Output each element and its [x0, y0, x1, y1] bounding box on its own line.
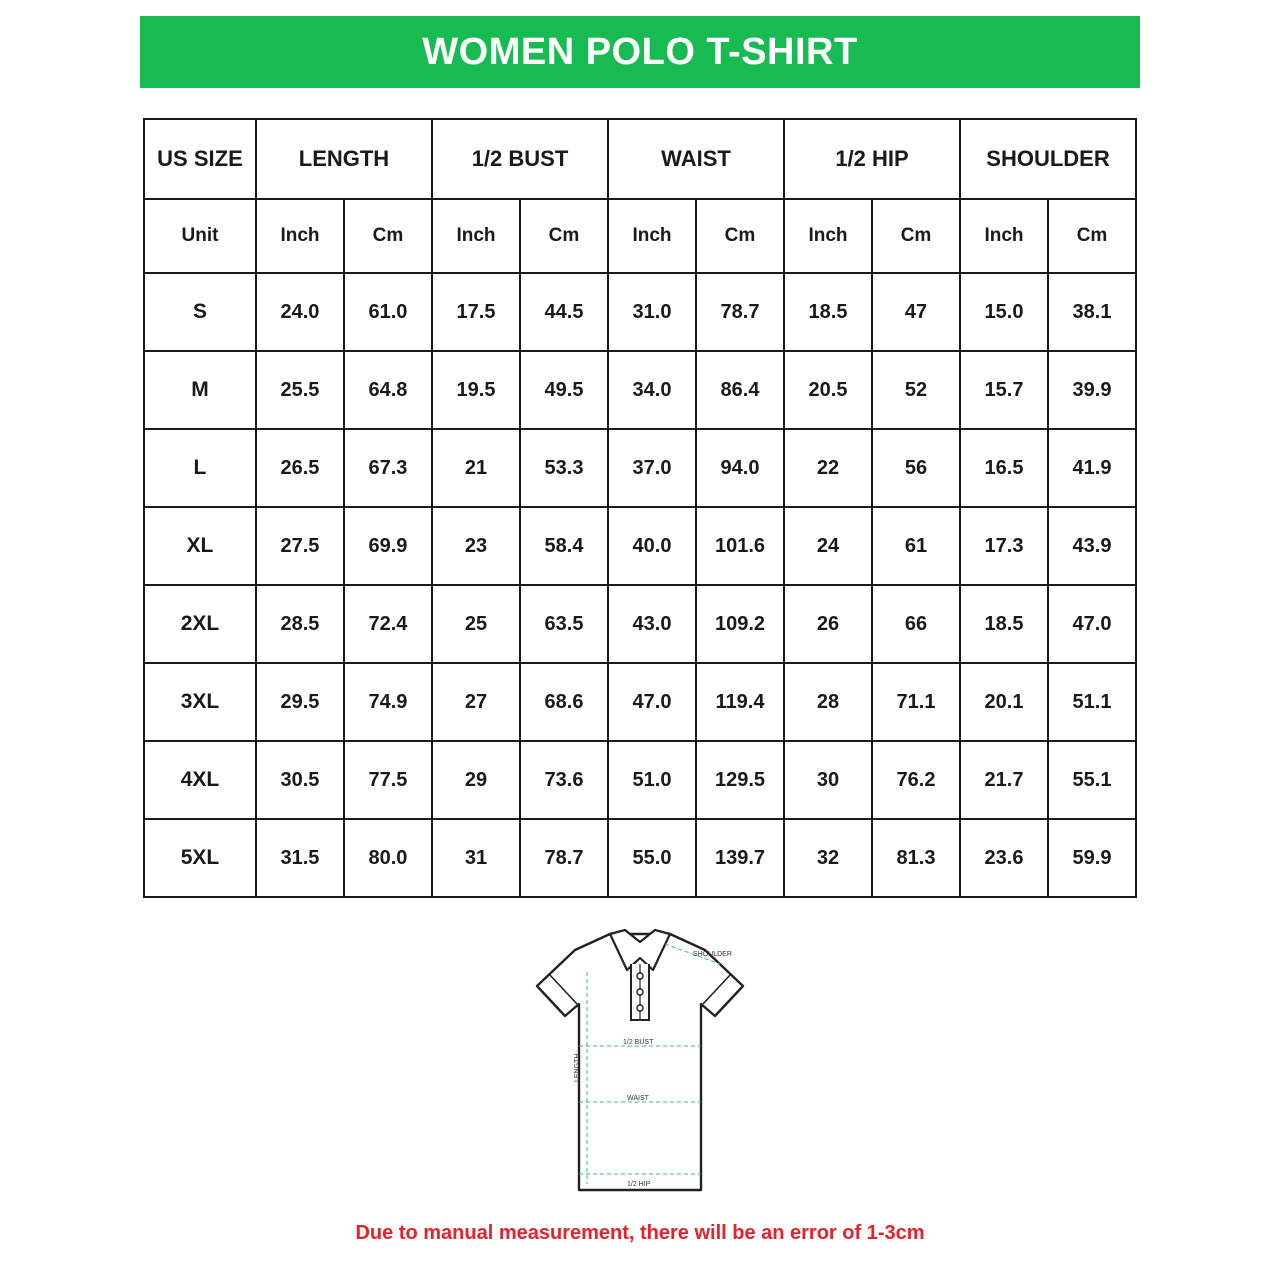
- table-row: [144, 741, 1136, 819]
- cell-value: 25.5: [256, 351, 344, 429]
- cell-value: 52: [872, 351, 960, 429]
- cell-value: 53.3: [520, 429, 608, 507]
- cell-value: 30: [784, 741, 872, 819]
- cell-value: 17.5: [432, 273, 520, 351]
- cell-value: 28.5: [256, 585, 344, 663]
- cell-value: 24.0: [256, 273, 344, 351]
- cell-value: 18.5: [960, 585, 1048, 663]
- cell-value: 30.5: [256, 741, 344, 819]
- cell-value: 59.9: [1048, 819, 1136, 897]
- table-row: [144, 429, 1136, 507]
- cell-value: 20.5: [784, 351, 872, 429]
- cell-value: 15.7: [960, 351, 1048, 429]
- cell-value: 51.1: [1048, 663, 1136, 741]
- cell-value: 29.5: [256, 663, 344, 741]
- cell-value: 63.5: [520, 585, 608, 663]
- cell-value: 74.9: [344, 663, 432, 741]
- cell-value: 139.7: [696, 819, 784, 897]
- cell-value: 21.7: [960, 741, 1048, 819]
- diagram-label-length: LENGTH: [574, 1053, 581, 1082]
- cell-value: 72.4: [344, 585, 432, 663]
- cell-value: 109.2: [696, 585, 784, 663]
- cell-value: 43.9: [1048, 507, 1136, 585]
- cell-value: 73.6: [520, 741, 608, 819]
- cell-value: 17.3: [960, 507, 1048, 585]
- cell-value: 47.0: [608, 663, 696, 741]
- cell-value: 66: [872, 585, 960, 663]
- cell-value: 40.0: [608, 507, 696, 585]
- cell-value: 32: [784, 819, 872, 897]
- cell-value: 56: [872, 429, 960, 507]
- cell-value: 15.0: [960, 273, 1048, 351]
- cell-value: 44.5: [520, 273, 608, 351]
- cell-value: 49.5: [520, 351, 608, 429]
- cell-value: 31: [432, 819, 520, 897]
- cell-value: 20.1: [960, 663, 1048, 741]
- header-group-half-hip: 1/2 HIP: [784, 119, 960, 199]
- cell-value: 43.0: [608, 585, 696, 663]
- row-size-label: XL: [144, 507, 256, 585]
- cell-value: 61: [872, 507, 960, 585]
- diagram-label-half-hip: 1/2 HIP: [627, 1181, 651, 1188]
- cell-value: 21: [432, 429, 520, 507]
- cell-value: 18.5: [784, 273, 872, 351]
- unit-shoulder-cm: Cm: [1048, 199, 1136, 273]
- cell-value: 81.3: [872, 819, 960, 897]
- cell-value: 23: [432, 507, 520, 585]
- cell-value: 94.0: [696, 429, 784, 507]
- table-row: [144, 507, 1136, 585]
- cell-value: 64.8: [344, 351, 432, 429]
- polo-shirt-diagram: [510, 912, 770, 1212]
- cell-value: 80.0: [344, 819, 432, 897]
- cell-value: 29: [432, 741, 520, 819]
- cell-value: 101.6: [696, 507, 784, 585]
- header-group-length: LENGTH: [256, 119, 432, 199]
- unit-hip-cm: Cm: [872, 199, 960, 273]
- row-size-label: M: [144, 351, 256, 429]
- cell-value: 86.4: [696, 351, 784, 429]
- cell-value: 22: [784, 429, 872, 507]
- diagram-label-shoulder: SHOULDER: [693, 951, 732, 958]
- cell-value: 28: [784, 663, 872, 741]
- unit-bust-inch: Inch: [432, 199, 520, 273]
- cell-value: 39.9: [1048, 351, 1136, 429]
- header-group-half-bust: 1/2 BUST: [432, 119, 608, 199]
- unit-hip-inch: Inch: [784, 199, 872, 273]
- cell-value: 55.1: [1048, 741, 1136, 819]
- table-row: [144, 819, 1136, 897]
- cell-value: 26: [784, 585, 872, 663]
- cell-value: 78.7: [520, 819, 608, 897]
- cell-value: 47: [872, 273, 960, 351]
- row-size-label: 2XL: [144, 585, 256, 663]
- cell-value: 31.0: [608, 273, 696, 351]
- cell-value: 31.5: [256, 819, 344, 897]
- cell-value: 58.4: [520, 507, 608, 585]
- polo-shirt-icon: [515, 912, 765, 1212]
- header-group-waist: WAIST: [608, 119, 784, 199]
- header-us-size: US SIZE: [144, 119, 256, 199]
- row-size-label: 3XL: [144, 663, 256, 741]
- row-size-label: 4XL: [144, 741, 256, 819]
- table-group-header-row: [144, 119, 1136, 199]
- cell-value: 41.9: [1048, 429, 1136, 507]
- diagram-label-half-bust: 1/2 BUST: [623, 1039, 654, 1046]
- table-row: [144, 585, 1136, 663]
- cell-value: 67.3: [344, 429, 432, 507]
- row-size-label: 5XL: [144, 819, 256, 897]
- diagram-label-waist: WAIST: [627, 1095, 649, 1102]
- table-row: [144, 663, 1136, 741]
- table-row: [144, 351, 1136, 429]
- cell-value: 38.1: [1048, 273, 1136, 351]
- unit-length-cm: Cm: [344, 199, 432, 273]
- measurement-note: Due to manual measurement, there will be an error of 1-3cm: [355, 1222, 925, 1244]
- cell-value: 51.0: [608, 741, 696, 819]
- unit-length-inch: Inch: [256, 199, 344, 273]
- unit-waist-inch: Inch: [608, 199, 696, 273]
- cell-value: 27.5: [256, 507, 344, 585]
- title-banner: [140, 16, 1140, 88]
- cell-value: 25: [432, 585, 520, 663]
- unit-bust-cm: Cm: [520, 199, 608, 273]
- cell-value: 55.0: [608, 819, 696, 897]
- cell-value: 71.1: [872, 663, 960, 741]
- cell-value: 26.5: [256, 429, 344, 507]
- cell-value: 61.0: [344, 273, 432, 351]
- cell-value: 34.0: [608, 351, 696, 429]
- page-title: WOMEN POLO T-SHIRT: [422, 30, 858, 73]
- table-row: [144, 273, 1136, 351]
- cell-value: 19.5: [432, 351, 520, 429]
- cell-value: 77.5: [344, 741, 432, 819]
- header-group-shoulder: SHOULDER: [960, 119, 1136, 199]
- cell-value: 119.4: [696, 663, 784, 741]
- unit-shoulder-inch: Inch: [960, 199, 1048, 273]
- unit-waist-cm: Cm: [696, 199, 784, 273]
- cell-value: 16.5: [960, 429, 1048, 507]
- cell-value: 129.5: [696, 741, 784, 819]
- table-unit-row: [144, 199, 1136, 273]
- cell-value: 24: [784, 507, 872, 585]
- row-size-label: S: [144, 273, 256, 351]
- cell-value: 78.7: [696, 273, 784, 351]
- cell-value: 27: [432, 663, 520, 741]
- size-chart-table: [143, 118, 1137, 898]
- header-unit: Unit: [144, 199, 256, 273]
- cell-value: 23.6: [960, 819, 1048, 897]
- cell-value: 47.0: [1048, 585, 1136, 663]
- row-size-label: L: [144, 429, 256, 507]
- cell-value: 68.6: [520, 663, 608, 741]
- cell-value: 37.0: [608, 429, 696, 507]
- cell-value: 76.2: [872, 741, 960, 819]
- cell-value: 69.9: [344, 507, 432, 585]
